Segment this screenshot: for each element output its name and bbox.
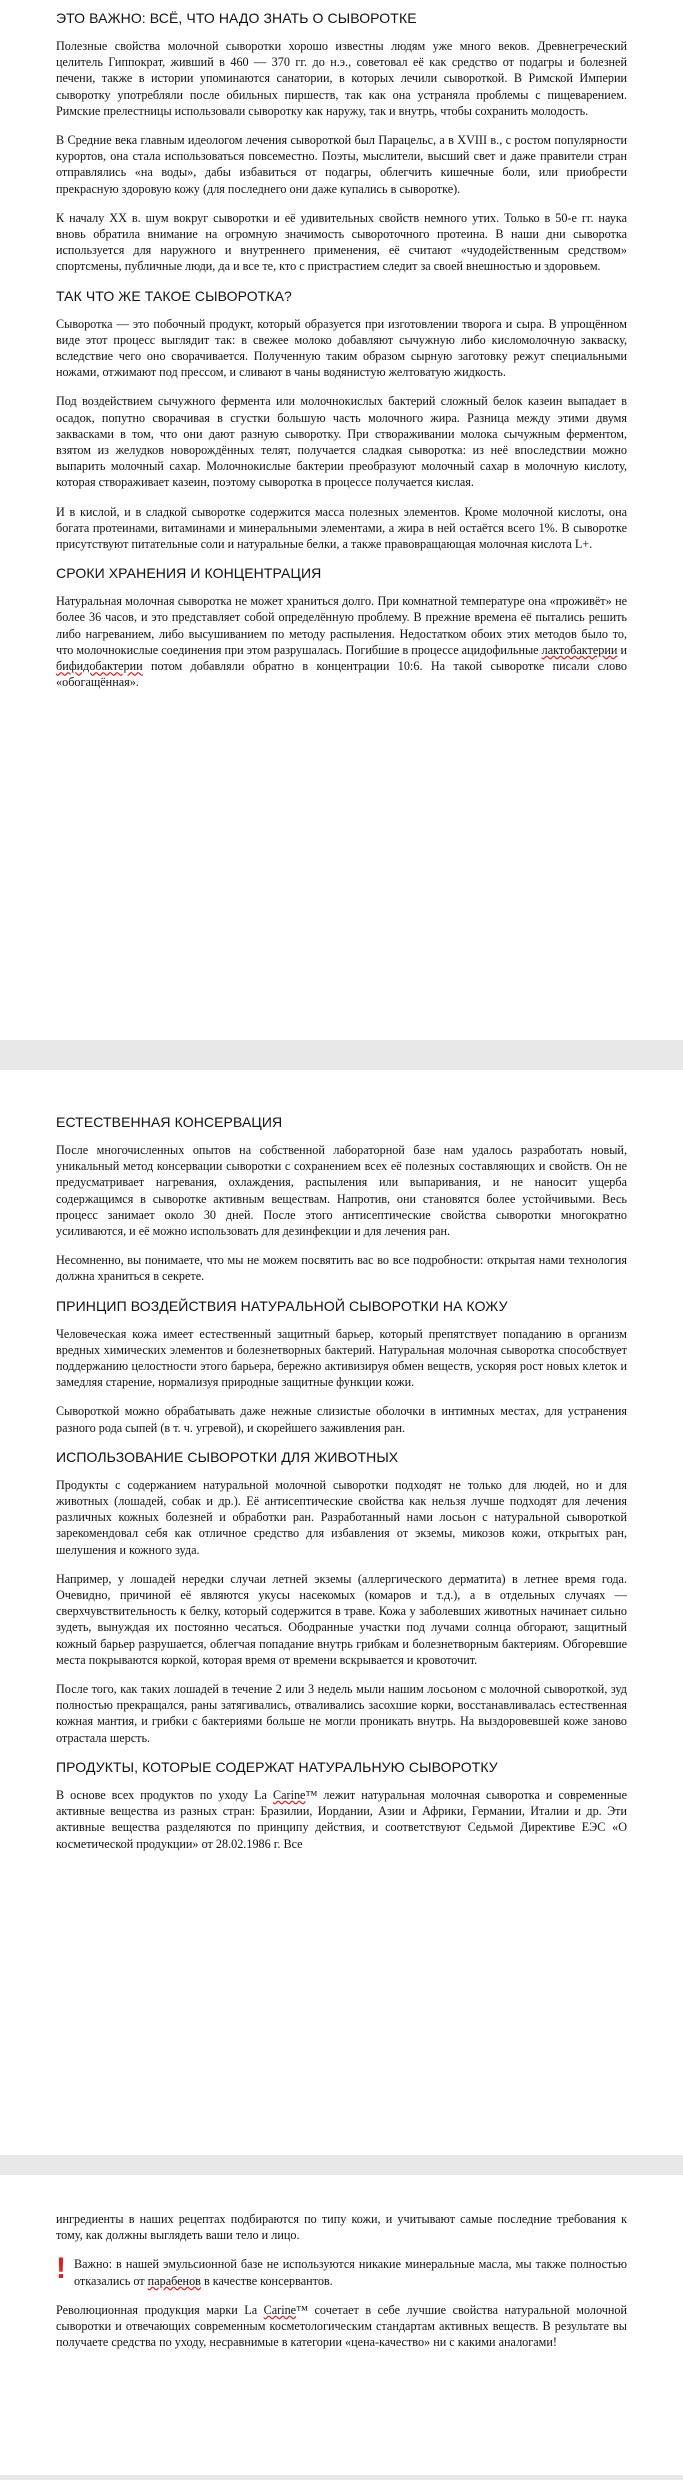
paragraph: [56, 2302, 627, 2351]
exclamation-icon: !: [56, 2252, 66, 2286]
paragraph: [56, 1787, 627, 1852]
paragraph: После многочисленных опытов на собственной лабораторной базе нам удалось разработать новый, уникальный метод консервации сыворотки с сохранением всех её полезных составляющих и свойств. Он не предусматривает нагревания, охлаждения, распыления или выпаривания, и не наносит ущерба содержащимся в сыворотке активным веществам. Напротив, они становятся более устойчивыми. Весь процесс занимает около 30 дней. После этого антисептические свойства сыворотки многократно усиливаются, и её можно использовать для дезинфекции и для лечения ран.: [56, 1143, 627, 1239]
text-run: Натуральная молочная сыворотка не может храниться долго. При комнатной температуре она «проживёт» не более 36 часов, и это представляет собой определённую проблему. В прежние времена её пытались решить либо нагреванием, либо высушиванием по методу распыления. Недостатком обоих этих методов было то, что молочнокислые соединения при этом разрушалась. Погибшие в процессе ацидофильные: [56, 594, 627, 657]
paragraph: К началу XX в. шум вокруг сыворотки и её удивительных свойств немного утих. Только в 50-е гг. наука вновь обратила внимание на огромную значимость сывороточного протеина. В наши дни сыворотка используется для наружного и внутреннего применения, её считают «чудодейственным средством» спортсмены, публичные люди, да и все те, кто с пристрастием следит за своей внешностью и здоровьем.: [56, 210, 627, 274]
paragraph: Например, у лошадей нередки случаи летней экземы (аллергического дерматита) в летнее время года. Очевидно, причиной её являются укусы насекомых (комаров и т.д.), а в отдельных случаях — сверхчувствительность к белку, который содержится в траве. Кожа у заболевших животных начинает сильно зудеть, вынуждая их постоянно чесаться. Ободранные участки под лучами солнца обгорают, защитный кожный барьер разрушается, облегчая попадание внутрь грибкам и болезнетворным бактериям. Обгоревшие места покрываются коркой, которая время от времени вскрывается и кровоточит.: [56, 1571, 627, 1667]
paragraph: В Средние века главным идеологом лечения сывороткой был Парацельс, а в XVIII в., с ростом популярности курортов, она стала использоваться повсеместно. Поэты, мыслители, высший свет и даже правители стран отправлялись «на воды», дабы избавиться от подагры, облегчить кишечные боли, или приобрести прекрасную здоровую кожу (для последнего они даже купались в сыворотке).: [56, 133, 627, 196]
heading-skin-principle: ПРИНЦИП ВОЗДЕЙСТВИЯ НАТУРАЛЬНОЙ СЫВОРОТКИ НА КОЖУ: [56, 1297, 508, 1314]
heading-storage: СРОКИ ХРАНЕНИЯ И КОНЦЕНТРАЦИЯ: [56, 565, 322, 582]
warning-note: [56, 2252, 627, 2301]
text-run: ™ сочетает в себе лучшие свойства натуральной молочной сыворотки и отвечающих современным косметологическим стандартам активных веществ. В результате вы получаете средства по уходу, несравнимые в категории «цена-качество» ни с какими аналогами!: [56, 2302, 627, 2350]
paragraph: Сывороткой можно обрабатывать даже нежные слизистые оболочки в интимных местах, для устранения разного рода сыпей (в т. ч. угревой), и скорейшего заживления ран.: [56, 1404, 627, 1435]
spellcheck-word: Carine: [272, 1787, 306, 1802]
text-run: Важно: в нашей эмульсионной базе не используются никакие минеральные масла, мы также полностью отказались от: [74, 2257, 627, 2288]
text-run: В основе всех продуктов по уходу La: [56, 1787, 273, 1802]
paragraph: Под воздействием сычужного фермента или молочнокислых бактерий сложный белок казеин выпадает в осадок, попутно сворачивая в сгустки большую часть молочного жира. Разница между этими двумя заквасками в том, что они дают разную сыворотку. При створаживании молока сычужным ферментом, взятом из желудков новорождённых телят, получается сладкая сыворотка: из неё впоследствии можно выпарить молочный сахар. Молочнокислые бактерии преобразуют молочный сахар в молочную кислоту, которая створаживает казеин, поэтому сыворотка в процессе получается кислая.: [56, 394, 627, 490]
heading-whey-important: ЭТО ВАЖНО: ВСЁ, ЧТО НАДО ЗНАТЬ О СЫВОРОТКЕ: [56, 10, 417, 26]
paragraph: Полезные свойства молочной сыворотки хорошо известны людям уже много веков. Древнегреческий целитель Гиппократ, живший в 460 — 370 гг. до н.э., советовал её как средство от подагры и болезней печени, также в истории упоминаются санатории, в которых лечили сывороткой. В Римской Империи сыворотку употребляли после обильных пиршеств, так как она устраняла проблемы с пищеварением. Римские прелестницы использовали сыворотку как наружу, так и внутрь, чтобы сохранить молодость.: [56, 39, 627, 118]
paragraph: Несомненно, вы понимаете, что мы не можем посвятить вас во все подробности: открытая нами технология должна храниться в секрете.: [56, 1253, 627, 1284]
document-page-1: [0, 0, 683, 1040]
page-1-content: [56, 10, 627, 704]
text-run: в качестве консервантов.: [200, 2273, 333, 2288]
spellcheck-word: Carine: [263, 2302, 297, 2317]
paragraph: После того, как таких лошадей в течение 2 или 3 недель мыли нашим лосьоном с молочной сывороткой, зуд полностью прекращался, раны затягивались, отваливались засохшие корки, восстанавливалась естественная кожная мантия, и грибки с бактериями больше не могли проникать внутрь. На выздоровевшей коже заново отрастала шерсть.: [56, 1682, 627, 1745]
text-run: и: [617, 642, 627, 657]
spellcheck-word: парабенов: [147, 2273, 201, 2288]
page-2-content: [56, 1114, 627, 1865]
document-page-2: [0, 1070, 683, 2155]
text-run: Революционная продукция марки La: [56, 2302, 264, 2317]
spellcheck-word: бифидобактерии: [56, 659, 143, 674]
paragraph: ингредиенты в наших рецептах подбираются по типу кожи, и учитывают самые последние требования к тому, как должны выглядеть ваши тело и лицо.: [56, 2212, 627, 2243]
paragraph: И в кислой, и в сладкой сыворотке содержится масса полезных элементов. Кроме молочной кислоты, она богата протеинами, витаминами и минеральными элементами, а жира в ней остаётся всего 1%. В сыворотке присутствуют питательные соли и натуральные белки, а также правовращающая молочная кислота L+.: [56, 504, 627, 552]
page-3-content: [56, 2211, 627, 2363]
spellcheck-word: лактобактерии: [541, 642, 618, 657]
paragraph: Продукты с содержанием натуральной молочной сыворотки подходят не только для людей, но и для животных (лошадей, собак и др.). Её антисептические свойства как нельзя лучше подходят для лечения различных кожных болезней и обработки ран. Разработанный нами лосьон с натуральной сывороткой зарекомендовал себя как отличное средство для избавления от экземы, микозов кожи, открытых ран, шелушения и кожного зуда.: [56, 1477, 627, 1557]
paragraph: [74, 2256, 627, 2288]
heading-animals: ИСПОЛЬЗОВАНИЕ СЫВОРОТКИ ДЛЯ ЖИВОТНЫХ: [56, 1448, 399, 1465]
text-run: ™ лежит натуральная молочная сыворотка и современные активные вещества из разных стран: Бразилии, Иордании, Азии и Африки, Германии, Италии и др. Эти активные вещества разделяются по принципу действия, и соответствуют Седьмой Директиве ЕЭС «О косметической продукции» от 28.02.1986 г. Все: [56, 1787, 627, 1851]
paragraph: Человеческая кожа имеет естественный защитный барьер, который препятствует попаданию в организм вредных химических элементов и болезнетворных бактерий. Натуральная молочная сыворотка способствует поддержанию целостности этого барьера, бережно активизируя обмен веществ, ускоряя рост новых клеток и замедляя старение, нормализуя природные защитные функции кожи.: [56, 1326, 627, 1390]
paragraph: Сыворотка — это побочный продукт, который образуется при изготовлении творога и сыра. В упрощённом виде этот процесс выглядит так: в свежее молоко добавляют сычужную либо кисломолочную закваску, вследствие чего оно сворачивается. Полученную таким образом сырную заготовку режут специальными ножами, отжимают под прессом, и сливают в чаны водянистую желтоватую жидкость.: [56, 316, 627, 380]
heading-natural-preservation: ЕСТЕСТВЕННАЯ КОНСЕРВАЦИЯ: [56, 1114, 283, 1130]
heading-products: ПРОДУКТЫ, КОТОРЫЕ СОДЕРЖАТ НАТУРАЛЬНУЮ СЫВОРОТКУ: [56, 1758, 498, 1775]
paragraph: [56, 593, 627, 690]
heading-what-is-whey: ТАК ЧТО ЖЕ ТАКОЕ СЫВОРОТКА?: [56, 287, 292, 304]
text-run: потом добавляли обратно в концентрации 10:6. На такой сыворотке писали слово «обогащённая».: [56, 659, 627, 690]
document-page-3: [0, 2175, 683, 2475]
